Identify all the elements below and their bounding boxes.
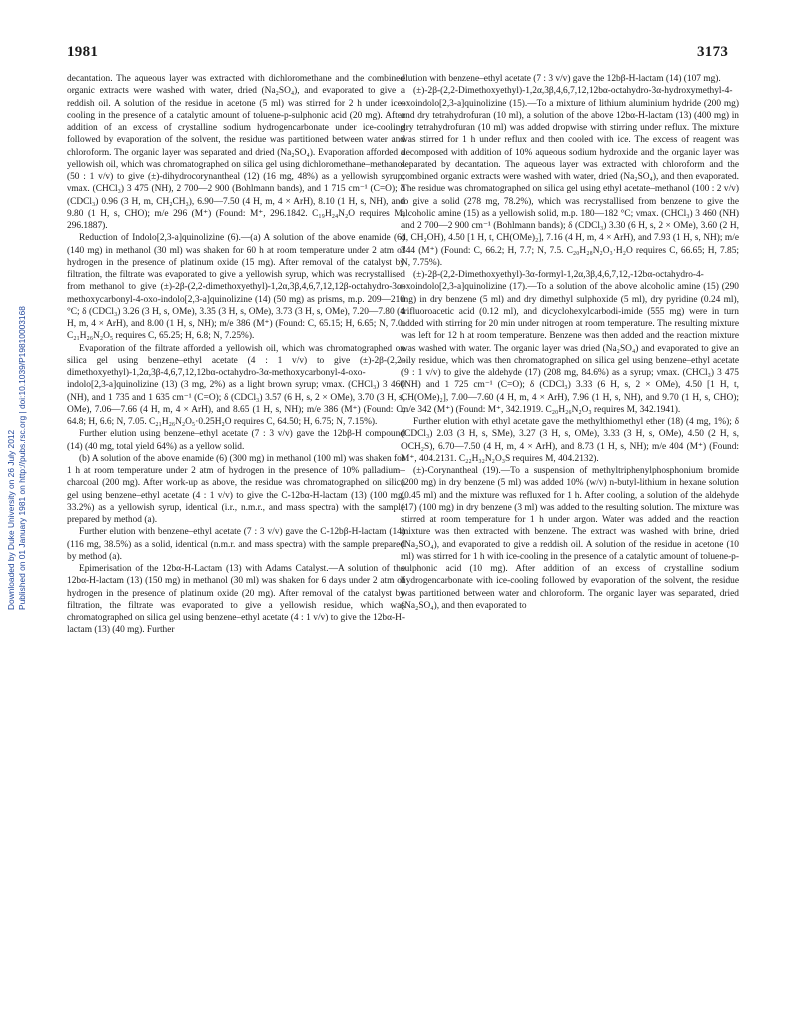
paragraph-reduction-a: Reduction of Indolo[2,3-a]quinolizine (6).—(a) A solution of the above enamide (6) (140 mg) in methanol (30 ml) was shaken for 60 h at room temperature under 2 atm of hydrogen in the presence of platinum oxide (15 mg). After removal of the catalyst by filtration, the filtrate was evaporated to give a yellowish syrup, which was recrystallised from methanol to give (±)-2β-(2,2-dimethoxyethyl)-1,2α,3β,4,6,7,12,12β-octahydro-3α-methoxycarbonyl-4-oxo-indolo[2,3-a]quinolizine (14) (50 mg) as prisms, m.p. 209—210 °C; δ (CDCl₃) 3.26 (3 H, s, OMe), 3.35 (3 H, s, OMe), 3.73 (3 H, s, OMe), 7.20—7.80 (4 H, m, 4 × ArH), and 8.00 (1 H, s, NH); m/e 386 (M⁺) (Found: C, 65.15; H, 6.65; N, 7.0. C₂₁H₂₆N₂O₅ requires C, 65.25; H, 6.8; N, 7.25%). [67,233,405,342]
left-column [67,73,405,637]
paragraph-methylthiomethyl-ether: Further elution with ethyl acetate gave the methylthiomethyl ether (18) (4 mg, 1%); δ (CDCl₃) 2.03 (3 H, s, SMe), 3.27 (3 H, s, OMe), 3.33 (3 H, s, OMe), 4.50 (2 H, s, OCH₂S), 6.70—7.50 (4 H, m, 4 × ArH), and 8.73 (1 H, s, NH); m/e 404 (M⁺) (Found: M⁺, 404.2131. C₂₂H₃₂N₂O₃S requires M, 404.2132). [401,417,739,464]
paragraph-decantation: decantation. The aqueous layer was extracted with dichloromethane and the combined organic extracts were washed with water, dried (Na₂SO₄), and evaporated to give a reddish oil. A solution of the residue in acetone (5 ml) was stirred for 2 h under ice-cooling in the presence of a catalytic amount of toluene-p-sulphonic acid (20 mg). After addition of an excess of crystalline sodium hydrogencarbonate under ice-cooling followed by evaporation of the solvent, the residue was partitioned between water and chloroform. The organic layer was separated and dried (Na₂SO₄). Evaporation afforded a yellowish oil, which was chromatographed on silica gel using dichloromethane–methanol (50 : 1 v/v) to give (±)-dihydrocorynantheal (12) (16 mg, 48%) as a yellowish syrup; νmax. (CHCl₃) 3 475 (NH), 2 700—2 900 (Bohlmann bands), and 1 715 cm⁻¹ (C=O); δ (CDCl₃) 0.96 (3 H, m, CH₂CH₃), 6.90—7.50 (4 H, m, 4 × ArH), 8.10 (1 H, s, NH), and 9.80 (1 H, s, CHO); m/e 296 (M⁺) (Found: M⁺, 296.1842. C₁₉H₂₄N₂O requires M, 296.1887). [67,74,405,231]
right-column [401,73,739,612]
paragraph-further-elution-c12b: Further elution with benzene–ethyl acetate (7 : 3 v/v) gave the C-12bβ-H-lactam (14) (116 mg, 38.5%) as a solid, identical (n.m.r. and mass spectra) with the sample prepared by method (a). [67,527,405,562]
page-number: 3173 [697,44,729,60]
paragraph-epimerisation: Epimerisation of the 12bα-H-Lactam (13) with Adams Catalyst.—A solution of the 12bα-H-lactam (13) (150 mg) in methanol (30 ml) was shaken for 6 days under 2 atm of hydrogen in the presence of platinum oxide (20 mg). After removal of the catalyst by filtration, the filtrate was evaporated to give a yellowish residue, which was chromatographed on silica gel using benzene–ethyl acetate (4 : 1 v/v) to give the 12bα-H-lactam (13) (40 mg). Further [67,564,405,636]
paragraph-compound-15: (±)-2β-(2,2-Dimethoxyethyl)-1,2α,3β,4,6,7,12,12bα-octahydro-3α-hydroxymethyl-4-oxoindolo[2,3-a]quinolizine (15).—To a mixture of lithium aluminium hydride (200 mg) and dry tetrahydrofuran (10 ml), a solution of the above 12bα-H-lactam (13) (400 mg) in dry tetrahydrofuran (10 ml) was added dropwise with stirring under reflux. The mixture was stirred for 1 h under reflux and then cooled with ice. The excess of reagent was decomposed with addition of 10% aqueous sodium hydroxide and the organic layer was separated by decantation. The aqueous layer was extracted with chloroform and the combined organic extracts were washed with water, dried (Na₂SO₄), and then evaporated. The residue was chromatographed on silica gel using ethyl acetate–methanol (100 : 2 v/v) to give a solid (278 mg, 78.2%), which was recrystallised from benzene to give the alcoholic amine (15) as a yellowish solid, m.p. 180—182 °C; νmax. (CHCl₃) 3 460 (NH) and 2 700—2 900 cm⁻¹ (Bohlmann bands); δ (CDCl₃) 3.30 (6 H, s, 2 × OMe), 3.60 (2 H, d, CH₂OH), 4.50 [1 H, t, CH(OMe)₂], 7.16 (4 H, m, 4 × ArH), and 7.93 (1 H, s, NH); m/e 344 (M⁺) (Found: C, 66.2; H, 7.7; N, 7.5. C₂₀H₂₈N₂O₃·H₂O requires C, 66.65; H, 7.85; N, 7.75%). [401,86,739,268]
paragraph-elution-continued: elution with benzene–ethyl acetate (7 : 3 v/v) gave the 12bβ-H-lactam (14) (107 mg). [401,74,721,84]
paragraph-compound-17: (±)-2β-(2,2-Dimethoxyethyl)-3α-formyl-1,2α,3β,4,6,7,12,-12bα-octahydro-4-oxoindolo[2,3-a]quinolizine (17).—To a solution of the above alcoholic amine (15) (290 mg) in dry benzene (5 ml) and dry dimethyl sulphoxide (5 ml), dry pyridine (0.24 ml), trifluoroacetic acid (0.12 ml), and dicyclohexylcarbodi-imide (555 mg) were in turn added with stirring for 20 min under nitrogen at room temperature. The resulting mixture was left for 12 h at room temperature. Benzene was then added and the reaction mixture was washed with water. The organic layer was dried (Na₂SO₄) and evaporated to give an oily residue, which was then chromatographed on silica gel using benzene–ethyl acetate (9 : 1 v/v) to give the aldehyde (17) (208 mg, 84.6%) as a syrup; νmax. (CHCl₃) 3 475 (NH) and 1 725 cm⁻¹ (C=O); δ (CDCl₃) 3.33 (6 H, s, 2 × OMe), 4.50 [1 H, t, CH(OMe)₂], 7.00—7.60 (4 H, m, 4 × ArH), 7.96 (1 H, s, NH), and 9.70 (1 H, s, CHO); m/e 342 (M⁺) (Found: M⁺, 342.1919. C₂₀H₂₆N₂O₃ requires M, 342.1941). [401,270,739,415]
paragraph-reduction-b: (b) A solution of the above enamide (6) (300 mg) in methanol (100 ml) was shaken for 1 h at room temperature under 2 atm of hydrogen in the presence of 10% palladium–charcoal (200 mg). After work-up as above, the residue was chromatographed on silica gel using benzene–ethyl acetate (4 : 1 v/v) to give the C-12bα-H-lactam (13) (100 mg, 33.2%) as a yellowish syrup, identical (i.r., n.m.r., and mass spectra) with the sample prepared by method (a). [67,453,405,525]
published-doi-link[interactable]: Published on 01 January 1981 on http://pubs.rsc.org | doi:10.1039/P19810003168 [17,306,27,610]
downloaded-notice[interactable]: Downloaded by Duke University on 26 July 2012 [6,429,16,610]
paragraph-filtrate-evaporation: Evaporation of the filtrate afforded a yellowish oil, which was chromatographed on silica gel using benzene–ethyl acetate (4 : 1 v/v) to give (±)-2β-(2,2-dimethoxyethyl)-1,2α,3β-4,6,7,12,12bα-octahydro-3α-methoxycarbonyl-4-oxo-indolo[2,3-a]quinolizine (13) (3 mg, 2%) as a light brown syrup; νmax. (CHCl₃) 3 460 (NH), and 1 735 and 1 635 cm⁻¹ (C=O); δ (CDCl₃) 3.57 (6 H, s, 2 × OMe), 3.70 (3 H, s, OMe), 7.06—7.66 (4 H, m, 4 × ArH), and 8.65 (1 H, s, NH); m/e 386 (M⁺) (Found: C, 64.8; H, 6.6; N, 7.05. C₂₁H₂₆N₂O₅·0.25H₂O requires C, 64.50; H, 6.75; N, 7.15%). [67,343,405,427]
page-year: 1981 [67,44,99,60]
paragraph-corynantheal: (±)-Corynantheal (19).—To a suspension of methyltriphenylphosphonium bromide (200 mg) in dry benzene (5 ml) was added 10% (w/v) n-butyl-lithium in hexane solution (0.45 ml) and the mixture was refluxed for 1 h. After cooling, a solution of the aldehyde (17) (100 mg) in dry benzene (3 ml) was added to the resulting solution. The mixture was stirred at room temperature for 1 h under argon. Water was added and the reaction mixture was then extracted with benzene. The extract was washed with brine, dried (Na₂SO₄), and evaporated to give a reddish oil. A solution of the residue in acetone (10 ml) was stirred for 1 h with ice-cooling in the presence of a catalytic amount of toluene-p-sulphonic acid (10 mg). After addition of an excess of crystalline sodium hydrogencarbonate with ice-cooling followed by evaporation of the solvent, the residue was partitioned between water and chloroform. The organic layer was separated, dried (Na₂SO₄), and then evaporated to [401,466,739,611]
paragraph-further-elution-14: Further elution using benzene–ethyl acetate (7 : 3 v/v) gave the 12bβ-H compound (14) (40 mg, total yield 64%) as a yellow solid. [67,429,405,452]
download-watermark [0,210,26,630]
